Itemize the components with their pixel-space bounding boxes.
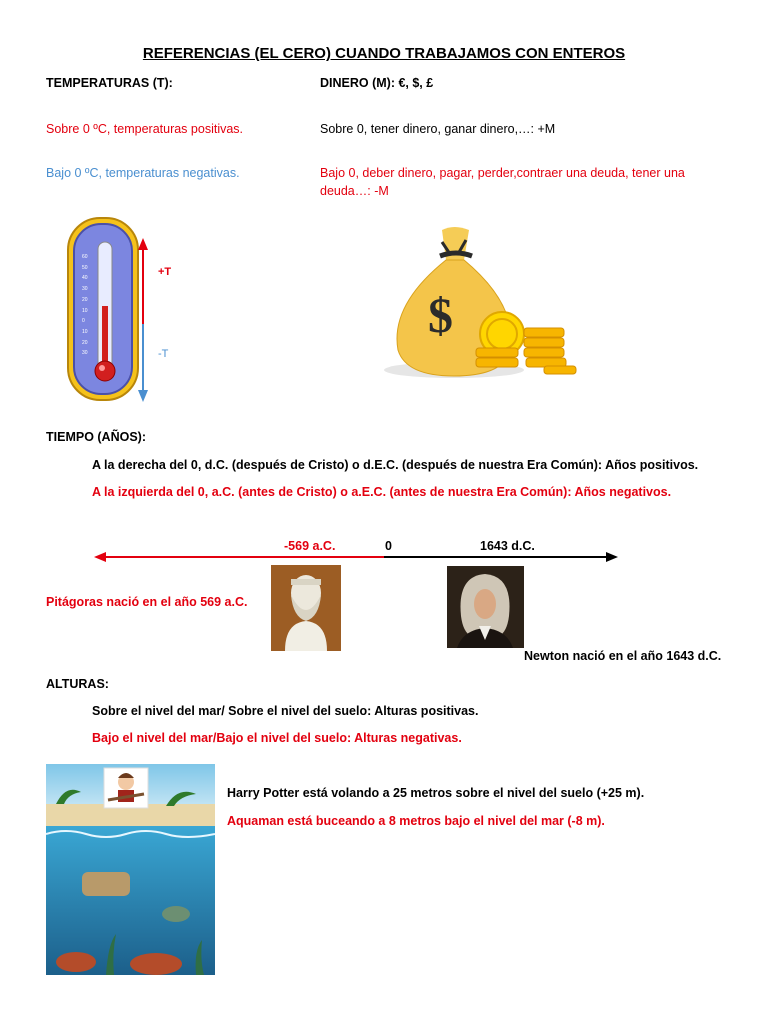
temp-positive-text: Sobre 0 ºC, temperaturas positivas. xyxy=(46,122,244,136)
timeline-label-negative: -569 a.C. xyxy=(284,539,336,553)
tiempo-heading: TIEMPO (AÑOS): xyxy=(46,430,146,444)
alturas-heading: ALTURAS: xyxy=(46,677,109,691)
aquaman-text: Aquaman está buceando a 8 metros bajo el nivel del mar (-8 m). xyxy=(227,814,605,828)
timeline-label-positive: 1643 d.C. xyxy=(480,539,535,553)
scale-label: 40 xyxy=(82,275,88,282)
pitagoras-text: Pitágoras nació en el año 569 a.C. xyxy=(46,595,248,609)
dollar-icon: $ xyxy=(428,287,453,343)
scale-label: 30 xyxy=(82,286,88,293)
temperaturas-heading: TEMPERATURAS (T): xyxy=(46,76,173,90)
timeline-label-zero: 0 xyxy=(385,539,392,553)
dinero-heading: DINERO (M): €, $, £ xyxy=(320,76,434,90)
money-positive-text: Sobre 0, tener dinero, ganar dinero,…: +M xyxy=(320,122,556,136)
alturas-positive-text: Sobre el nivel del mar/ Sobre el nivel del suelo: Alturas positivas. xyxy=(92,704,479,718)
money-bag-image xyxy=(384,220,584,385)
minus-t-label: -T xyxy=(158,348,169,360)
scale-label: 0 xyxy=(82,318,85,325)
sea-level-image xyxy=(46,764,215,975)
thermometer-image xyxy=(58,214,148,406)
timeline-arrow xyxy=(94,550,620,564)
temp-negative-text: Bajo 0 ºC, temperaturas negativas. xyxy=(46,166,240,180)
newton-portrait xyxy=(447,566,524,648)
scale-label: 20 xyxy=(82,339,88,346)
scale-label: 50 xyxy=(82,264,88,271)
tiempo-positive-text: A la derecha del 0, d.C. (después de Cristo) o d.E.C. (después de nuestra Era Común): Años positivos. xyxy=(92,458,699,472)
scale-label: 60 xyxy=(82,254,88,260)
plus-t-label: +T xyxy=(158,266,172,278)
money-negative-line2: deuda…: -M xyxy=(320,184,389,198)
scale-label: 10 xyxy=(82,328,88,335)
scale-label: 10 xyxy=(82,307,88,314)
pitagoras-portrait xyxy=(271,565,341,651)
harry-potter-text: Harry Potter está volando a 25 metros sobre el nivel del suelo (+25 m). xyxy=(227,786,645,800)
page-title: REFERENCIAS (EL CERO) CUANDO TRABAJAMOS CON ENTEROS xyxy=(142,45,626,62)
scale-label: 20 xyxy=(82,296,88,303)
money-negative-line1: Bajo 0, deber dinero, pagar, perder,contraer una deuda, tener una xyxy=(320,166,685,180)
tiempo-negative-text: A la izquierda del 0, a.C. (antes de Cristo) o a.E.C. (antes de nuestra Era Común): Años negativos. xyxy=(92,485,672,499)
alturas-negative-text: Bajo el nivel del mar/Bajo el nivel del suelo: Alturas negativas. xyxy=(92,731,462,745)
scale-label: 30 xyxy=(82,350,88,357)
newton-text: Newton nació en el año 1643 d.C. xyxy=(524,649,722,663)
temperature-axis-arrow xyxy=(136,238,150,404)
